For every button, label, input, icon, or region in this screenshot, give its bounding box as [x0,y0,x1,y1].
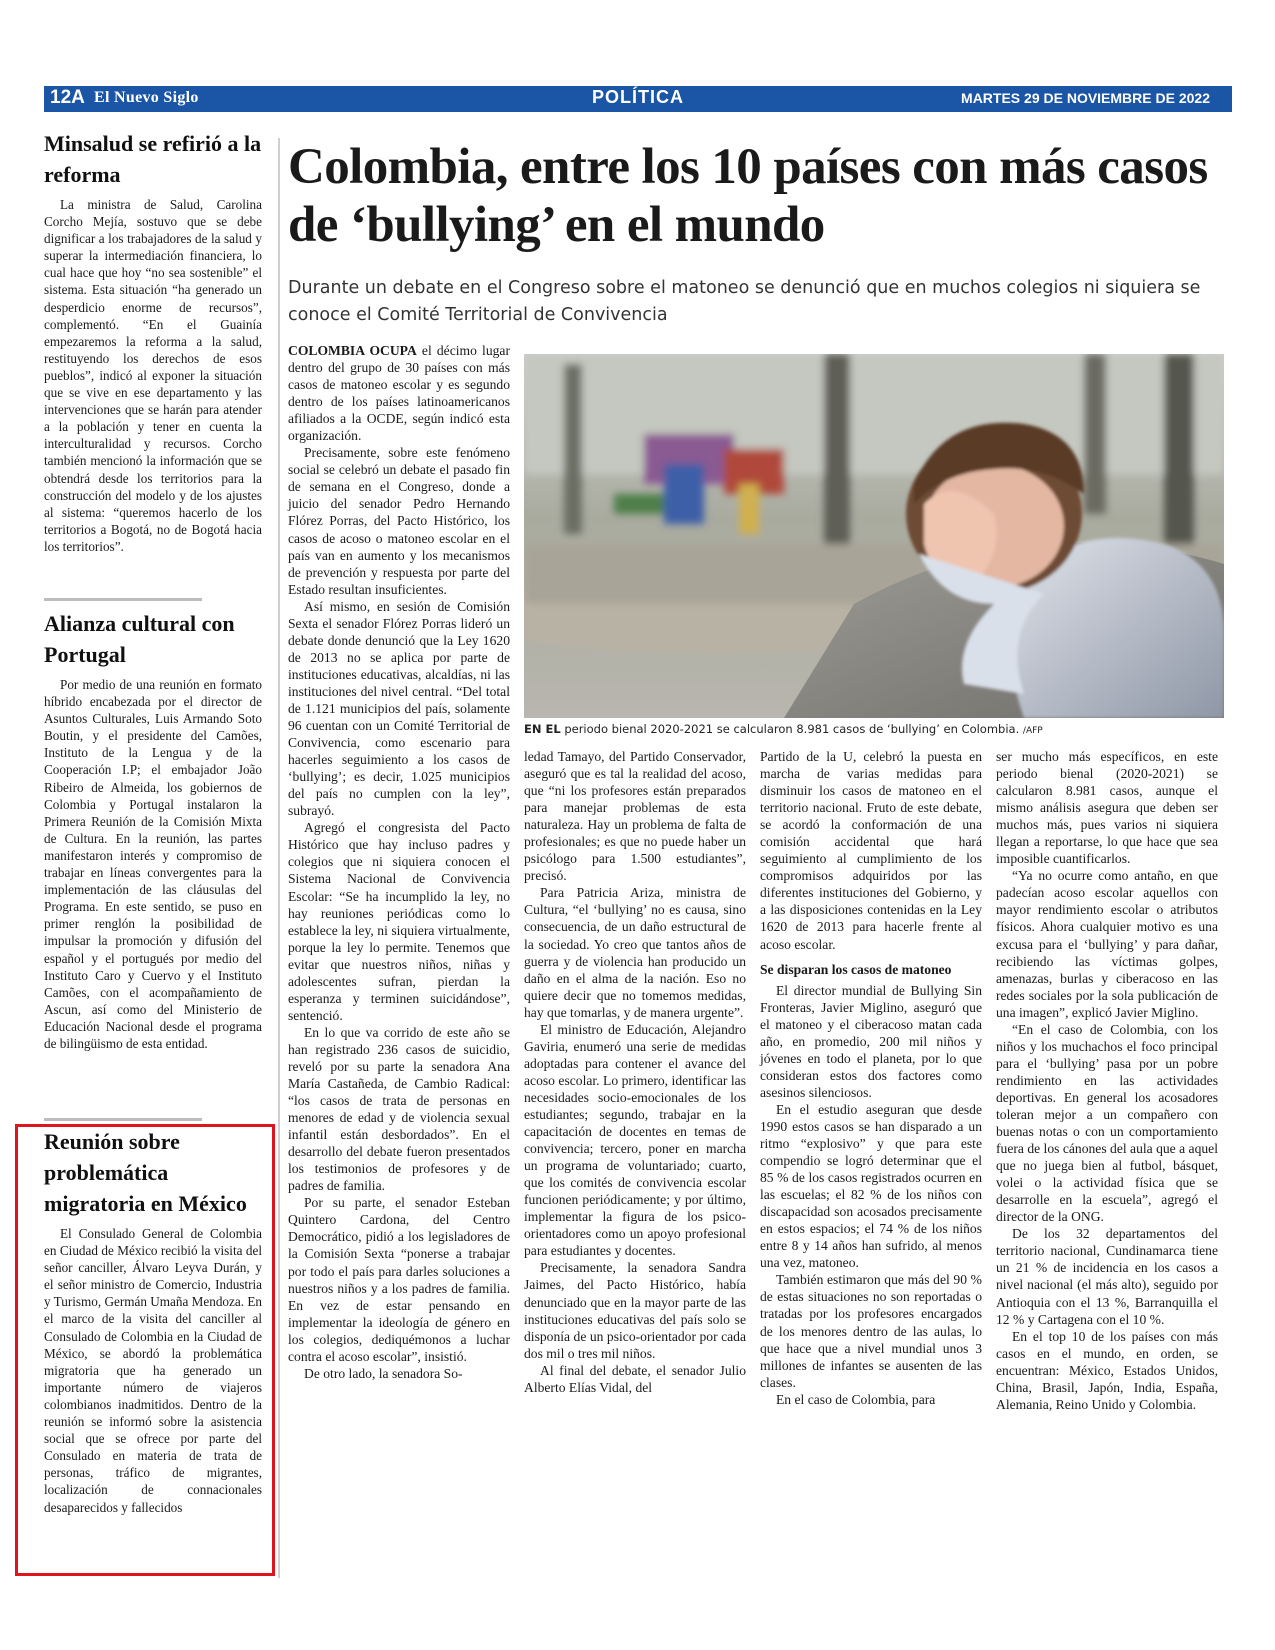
photo-credit: /AFP [1022,726,1043,736]
brief-body: El Consulado General de Colombia en Ciudad de México recibió la visita del señor canciller, Álvaro Leyva Durán, y el señor ministro de Comercio, Industria y Turismo, Germán Umaña Mendoza. En el marco de la visita del canciller al Consulado de Colombia en la Ciudad de México, se abordó la problemática migratoria que ha generado un importante número de viajeros colombianos inadmitidos. Dentro de la reunión se informó sobre la asistencia social que se ofrece por parte del Consulado en materia de trata de personas, tráfico de migrantes, localización de connacionales desaparecidos y fallecidos [44,1226,262,1515]
article-paragraph: El ministro de Educación, Alejandro Gaviria, enumeró una serie de medidas adoptadas para contener el avance del acoso escolar. Lo primero, identificar las necesidades socio-emocionales de los estudiantes; segundo, trabajar en la capacitación de docentes en temas de convivencia; tercero, poner en marcha un programa de voluntariado; cuarto, que los comités de convivencia escolar funcionen periódicamente; y por último, implementar la figura de los psico-orientadores como un apoyo profesional para estudiantes y docentes. [524,1021,746,1259]
brief-body: La ministra de Salud, Carolina Corcho Mejía, sostuvo que se debe dignificar a los trabajadores de la salud y superar la intermediación financiera, lo cual hace que hoy “no sea sostenible” el sistema. Esta situación “ha generado un desperdicio enorme de recursos”, complementó. “En el Guainía empezaremos la reforma a la salud, restituyendo los derechos de esos pueblos”, indicó al exponer la situación que se vive en ese departamento y las intervenciones que se harán para atender a la población y tener en cuenta la interculturalidad y recursos. Corcho también mencionó la información que se obtendrá desde los territorios para la construcción del modelo y de los ajustes al sistema: “queremos hacerlo de los territorios a Bogotá, no de Bogotá hacia los territorios”. [44,197,262,554]
photo-illustration [524,354,1224,718]
article-kicker: COLOMBIA OCUPA [288,343,417,358]
article-paragraph: ledad Tamayo, del Partido Conservador, aseguró que es tal la realidad del acoso, que “ni los profesores están preparados para manejar problemas de esta naturaleza. Hay un problema de falta de profesionales; es que no puede haber un psicólogo para 1.500 estudiantes”, precisó. [524,749,746,884]
article-headline: Colombia, entre los 10 países con más casos de ‘bullying’ en el mundo [288,139,1208,253]
article-paragraph: “En el caso de Colombia, con los niños y los muchachos el foco principal para el ‘bullying’ pasa por un pobre rendimiento en las actividades deportivas. En general los acosadores toleran mejor a un compañero con buenas notas o con un comportamiento fuera de los cánones del aula que a aquel que no juega bien al futbol, básquet, volei o la actividad física que se desarrolle en la escuela”, agregó el director de la ONG. [996,1021,1218,1225]
section-name: POLÍTICA [592,87,684,107]
column-divider [278,138,280,1578]
brief-title: Reunión sobre problemática migratoria en México [44,1129,247,1216]
article-paragraph: Precisamente, la senadora Sandra Jaimes, del Pacto Histórico, había denunciado que en la mayor parte de las instituciones educativas del país solo se disponía de un psico-orientador por cada dos mil o tres mil niños. [524,1260,746,1361]
brief-title: Minsalud se refirió a la reforma [44,131,262,187]
article-paragraph: De los 32 departamentos del territorio nacional, Cundinamarca tiene un 21 % de incidencia en los casos a nivel nacional (el más alto), seguido por Antioquia con el 13 %, Barranquilla el 12 % y Cartagena con el 10 %. [996,1226,1218,1327]
article-column-4 [996,748,1218,1413]
article-paragraph: ser mucho más específicos, en este periodo bienal (2020-2021) se calcularon 8.981 casos, aunque el mismo análisis asegura que deben ser muchos más, pues varios ni siquiera llegan a reportarse, lo que hace que sea imposible cuantificarlos. [996,749,1218,867]
article-paragraph: De otro lado, la senadora So- [304,1365,463,1381]
article-paragraph: Al final del debate, el senador Julio Alberto Elías Vidal, del [524,1362,746,1395]
article-column-3 [760,748,982,1408]
article-photo [524,354,1224,718]
brief-mexico [44,1126,262,1516]
caption-text: periodo bienal 2020-2021 se calcularon 8.981 casos de ‘bullying’ en Colombia. [564,722,1020,736]
page-number: 12A [50,87,85,108]
article-paragraph: En el top 10 de los países con más casos en el mundo, en orden, se encuentran: México, Estados Unidos, China, Brasil, Japón, India, España, Alemania, Reino Unido y Colombia. [996,1328,1218,1412]
article-paragraph: COLOMBIA OCUPA el décimo lugar dentro del grupo de 30 países con más casos de matoneo escolar y es segundo dentro de los países latinoamericanos afiliados a la OCDE, según indicó esta organización. [288,343,510,444]
publication-name: El Nuevo Siglo [94,89,199,106]
issue-date: MARTES 29 DE NOVIEMBRE DE 2022 [961,90,1210,106]
article-paragraph: Así mismo, en sesión de Comisión Sexta el senador Flórez Porras lideró un debate donde denunció que la Ley 1620 de 2013 no se aplica por parte de instituciones educativas, alcaldías, ni las instituciones del nivel central. “Del total de 1.121 municipios del país, solamente 96 cuentan con un Comité Territorial de Convivencia, como escenario para hacerles seguimiento a los casos de ‘bullying’; es decir, 1.025 municipios del país no cumplen con la ley”, subrayó. [288,598,510,819]
article-paragraph: En el estudio aseguran que desde 1990 estos casos se han disparado a un ritmo “explosivo” y que para este compendio se logró determinar que el 85 % de los casos registrados ocurren en las escuelas; el 82 % de los niños con discapacidad son acosados precisamente en estos espacios; el 74 % de los niños entre 8 y 14 años han sufrido, al menos una vez, matoneo. [760,1101,982,1271]
brief-title: Alianza cultural con Portugal [44,611,235,667]
article-column-2 [524,748,746,1396]
brief-portugal [44,608,262,1052]
article-paragraph: “Ya no ocurre como antaño, en que padecían acoso escolar aquellos con mayor rendimiento escolar o atributos físicos. Ahora cualquier motivo es una excusa para el ‘bullying’ y para dañar, recibiendo las víctimas golpes, amenazas, burlas y ciberacoso en las redes sociales por la sola publicación de una imagen”, explicó Javier Miglino. [996,868,1218,1020]
article-subhead: Se disparan los casos de matoneo [760,961,952,977]
brief-divider [44,598,202,601]
article-paragraph: Partido de la U, celebró la puesta en marcha de varias medidas para disminuir los casos de matoneo en el territorio nacional. Fruto de este debate, se acordó la conformación de una comisión accidental que hará seguimiento al cumplimiento de los compromisos adquiridos por las diferentes instituciones del Gobierno, y a las disposiciones contenidas en la Ley 1620 de 2013 para hacerle frente al acoso escolar. [760,749,982,952]
photo-caption [524,722,1224,736]
brief-minsalud [44,128,262,555]
article-paragraph: Precisamente, sobre este fenómeno social se celebró un debate el pasado fin de semana en el Congreso, donde a juicio del senador Pedro Hernando Flórez Porras, del Pacto Histórico, los casos de acoso o matoneo escolar en el país van en aumento y los mecanismos de prevención y respuesta por parte del Estado resultan insuficientes. [288,445,510,597]
article-paragraph: Para Patricia Ariza, ministra de Cultura, “el ‘bullying’ no es causa, sino consecuencia, de un daño estructural de la sociedad. Yo creo que tantos años de guerra y de violencia han producido un daño en el alma de la nación. Eso no quiere decir que no tomemos medidas, hay que tomarlas, y de manera urgente”. [524,885,746,1020]
article-paragraph: En el caso de Colombia, para [776,1391,936,1407]
article-deck: Durante un debate en el Congreso sobre el matoneo se denunció que en muchos colegios ni siquiera se conoce el Comité Territorial de Convivencia [288,278,1201,325]
brief-body: Por medio de una reunión en formato híbrido encabezada por el director de Asuntos Culturales, Luis Armando Soto Boutin, y el presidente del Camões, Instituto de la Lengua y de la Cooperación I.P; el embajador João Ribeiro de Almeida, los gobiernos de Colombia y Portugal instalaron la Primera Reunión de la Comisión Mixta de Cultura. En la reunión, las partes manifestaron interés y compromiso de trabajar en líneas convergentes para la implementación de las cláusulas del Programa. En este sentido, se puso en primer renglón la posibilidad de impulsar la promoción y difusión del español y el portugués por medio del Instituto Caro y Cuervo y el Instituto Camões, con el acompañamiento de Ascun, así como del Ministerio de Educación Nacional desde el programa de bilingüismo de esta entidad. [44,677,262,1051]
page-header-bar [44,86,1232,112]
article-column-1 [288,342,510,1382]
article-paragraph: Agregó el congresista del Pacto Histórico que hay incluso padres y colegios que ni siquiera conocen el Sistema Nacional de Convivencia Escolar: “Se ha incumplido la ley, no hay reuniones periódicas como lo establece la ley, ni siquiera virtualmente, porque la ley lo permite. Tenemos que evitar que nuestros niños, niñas y adolescentes sufran, pierdan la esperanza y terminen suicidándose”, sentenció. [288,820,510,1023]
article-paragraph: También estimaron que más del 90 % de estas situaciones no son reportadas o tratadas por los profesores encargados de los menores dentro de las aulas, lo que hace que a nivel mundial unos 3 millones de infantes se ausenten de las clases. [760,1272,982,1390]
article-paragraph: El director mundial de Bullying Sin Fronteras, Javier Miglino, aseguró que el matoneo y el ciberacoso matan cada año, en promedio, 200 mil niños y jóvenes en todo el planeta, por lo que consideran estos dos factores como asesinos silenciosos. [760,982,982,1100]
article-paragraph: En lo que va corrido de este año se han registrado 236 casos de suicidio, reveló por su parte la senadora Ana María Castañeda, de Cambio Radical: “los casos de trata de personas en menores de edad y de violencia sexual infantil están desbordados”. En el desarrollo del debate fueron presentados los testimonios de profesores y de padres de familia. [288,1024,510,1194]
caption-kicker: EN EL [524,722,561,736]
brief-divider [44,1118,202,1121]
article-paragraph: Por su parte, el senador Esteban Quintero Cardona, del Centro Democrático, pidió a los legisladores de la Comisión Sexta “ponerse a trabajar por todo el país para darles soluciones a nuestros niños y a los padres de familia. En vez de estar pensando en implementar la ideología de género en los colegios, dediquémonos a luchar contra el acoso escolar”, insistió. [288,1195,510,1364]
